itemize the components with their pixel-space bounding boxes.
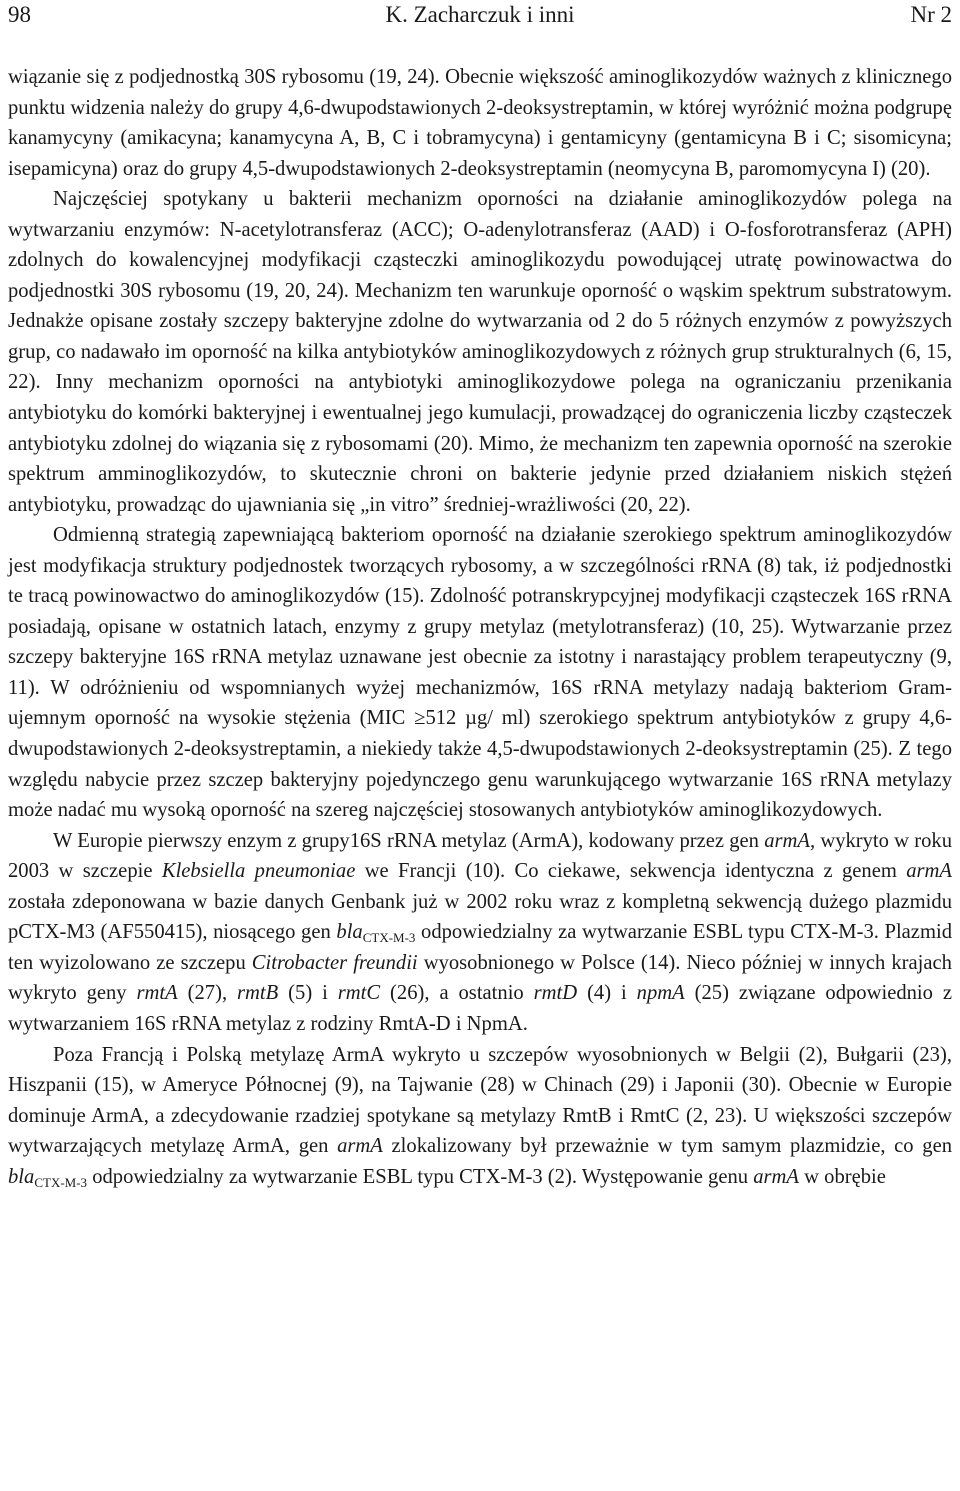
text-run: wykryto w roku 2003 w szczepie xyxy=(8,829,952,883)
issue-number: Nr 2 xyxy=(910,2,952,27)
page-number: 98 xyxy=(8,2,31,27)
italic-text: Citrobacter freundii xyxy=(251,951,418,974)
italic-text: bla xyxy=(336,921,363,944)
italic-text: armA, xyxy=(764,829,816,852)
italic-text: rmtB xyxy=(237,982,279,1005)
text-run: Poza Francją i Polską metylazę ArmA wykryto u szczepów wyosobnionych w Belgii (2), Bułgarii (23), Hiszpanii (15), w Ameryce Północnej (9), na Tajwanie (28) w Chinach (29) i Japonii (30). Obecnie w Europie dominuje ArmA, a zdecydowanie rzadziej spotykane są metylazy RmtB i RmtC (2, 23). U większości szczepów wytwarzających metylazę ArmA, gen xyxy=(8,1043,952,1158)
running-head-authors: K. Zacharczuk i inni xyxy=(385,2,575,27)
italic-text: armA xyxy=(906,860,952,883)
paragraph xyxy=(8,1040,952,1193)
italic-text: npmA xyxy=(636,982,685,1005)
text-run: odpowiedzialny za wytwarzanie ESBL typu CTX-M-3 (2). Występowanie genu xyxy=(87,1165,754,1188)
text-run: (25) związane odpowiednio z wytwarzaniem 16S rRNA metylaz z rodziny RmtA-D i NpmA. xyxy=(8,982,953,1035)
text-run: we Francji (10). Co ciekawe, sekwencja identyczna z genem xyxy=(355,860,907,883)
subscript-text: CTX-M-3 xyxy=(362,930,416,946)
text-run: W Europie pierwszy enzym z grupy16S rRNA metylaz (ArmA), kodowany przez gen xyxy=(53,829,765,852)
text-run: zlokalizowany był przeważnie w tym samym plazmidzie, co gen xyxy=(382,1135,953,1158)
page-header xyxy=(8,0,952,30)
text-run: (27), xyxy=(177,982,238,1005)
text-run: w obrębie xyxy=(798,1165,886,1188)
italic-text: rmtC xyxy=(337,982,381,1005)
text-run: odpowiedzialny za wytwarzanie ESBL typu CTX-M-3. Plazmid ten wyizolowano ze szczepu xyxy=(8,921,952,974)
text-run: (4) i xyxy=(577,982,637,1005)
italic-text: armA xyxy=(337,1135,383,1158)
paragraph xyxy=(8,184,952,520)
paragraph xyxy=(8,62,952,184)
text-run: (5) i xyxy=(278,982,338,1005)
paragraph xyxy=(8,520,952,825)
text-run: Odmienną strategią zapewniającą bakteriom oporność na działanie szerokiego spektrum aminoglikozydów jest modyfikacja struktury podjednostek tworzących rybosomy, a w szczególności rRNA (8) tak, iż podjednostki te tracą powinowactwo do aminoglikozydów (15). Zdolność potranskrypcyjnej modyfikacji cząsteczek 16S rRNA posiadają, opisane w ostatnich latach, enzymy z grupy metylaz (metylotransferaz) (10, 25). Wytwarzanie przez szczepy bakteryjne 16S rRNA metylaz uznawane jest obecnie za istotny i narastający problem terapeutyczny (9, 11). W odróżnieniu od wspomnianych wyżej mechanizmów, 16S rRNA metylazy nadają bakteriom Gram-ujemnym oporność na wysokie stężenia (MIC ≥512 µg/ ml) szerokiego spektrum antybiotyków z grupy 4,6-dwupodstawionych 2-deoksystreptamin, a niekiedy także 4,5-dwupodstawionych 2-deoksystreptamin (25). Z tego względu nabycie przez szczep bakteryjny pojedynczego genu warunkującego wytwarzanie 16S rRNA metylazy może nadać mu wysoką oporność na szereg najczęściej stosowanych antybiotyków aminoglikozydowych. xyxy=(8,524,952,822)
text-run: (26), a ostatnio xyxy=(380,982,534,1005)
article-body xyxy=(8,62,952,1192)
italic-text: bla xyxy=(8,1165,35,1188)
italic-text: Klebsiella pneumoniae xyxy=(161,860,356,883)
italic-text: rmtD xyxy=(533,982,578,1005)
italic-text: rmtA xyxy=(136,982,178,1005)
paragraph xyxy=(8,826,952,1040)
text-run: wyosobnionego w Polsce (14). Nieco później w innych krajach wykryto geny xyxy=(8,951,952,1005)
text-run: wiązanie się z podjednostką 30S rybosomu (19, 24). Obecnie większość aminoglikozydów ważnych z klinicznego punktu widzenia należy do grupy 4,6-dwupodstawionych 2-deoksystreptamin, w której wyróżnić można podgrupę kanamycyny (amikacyna; kanamycyna A, B, C i tobramycyna) i gentamicyny (gentamicyna B i C; sisomicyna; isepamicyna) oraz do grupy 4,5-dwupodstawionych 2-deoksystreptamin (neomycyna B, paromomycyna I) (20). xyxy=(8,66,952,180)
text-run: Najczęściej spotykany u bakterii mechanizm oporności na działanie aminoglikozydów polega na wytwarzaniu enzymów: N-acetylotransferaz (ACC); O-adenylotransferaz (AAD) i O-fosforotransferaz (APH) zdolnych do kowalencyjnej modyfikacji cząsteczki aminoglikozydu powodującej utratę powinowactwa do podjednostki 30S rybosomu (19, 20, 24). Mechanizm ten warunkuje oporność o wąskim spektrum substratowym. Jednakże opisane zostały szczepy bakteryjne zdolne do wytwarzania od 2 do 5 różnych enzymów z powyższych grup, co nadawało im oporność na kilka antybiotyków aminoglikozydowych z różnych grup strukturalnych (6, 15, 22). Inny mechanizm oporności na antybiotyki aminoglikozydowe polega na ograniczaniu przenikania antybiotyku do komórki bakteryjnej i ewentualnej jego kumulacji, prowadzącej do ograniczenia liczby cząsteczek antybiotyku zdolnej do wiązania się z rybosomami (20). Mimo, że mechanizm ten zapewnia oporność na szerokie spektrum amminoglikozydów, to skutecznie chroni on bakterie jedynie przed działaniem niskich stężeń antybiotyku, prowadząc do ujawniania się „in vitro” średniej-wrażliwości (20, 22). xyxy=(8,188,952,516)
italic-text: armA xyxy=(753,1165,799,1188)
text-run: została zdeponowana w bazie danych Genbank już w 2002 roku wraz z kompletną sekwencją dużego plazmidu pCTX-M3 (AF550415), niosącego gen xyxy=(8,890,952,944)
subscript-text: CTX-M-3 xyxy=(34,1174,88,1190)
